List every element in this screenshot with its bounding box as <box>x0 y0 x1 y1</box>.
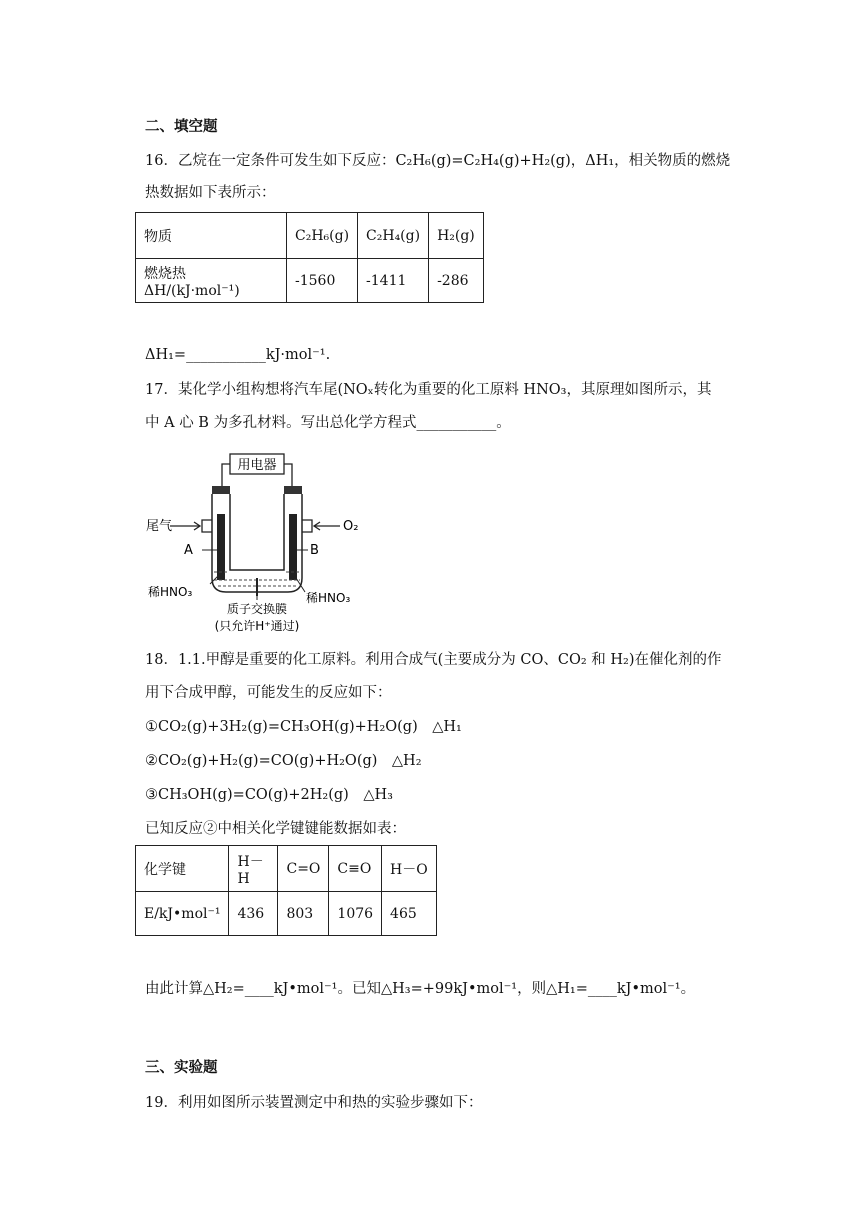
table-cell: H₂(g) <box>429 213 484 259</box>
reaction-1: ①CO₂(g)+3H₂(g)=CH₃OH(g)+H₂O(g) △H₁ <box>145 719 462 735</box>
combustion-heat-table <box>135 212 484 303</box>
q16-answer-line: ΔH₁=___________kJ·mol⁻¹. <box>145 347 331 363</box>
table-cell: C₂H₆(g) <box>287 213 358 259</box>
bond-energy-table <box>135 845 437 936</box>
q16-text-line1: 16．乙烷在一定条件可发生如下反应：C₂H₆(g)=C₂H₄(g)+H₂(g)，ΔH₁，相关物质的燃烧 <box>145 153 731 169</box>
q16-text-line2: 热数据如下表所示： <box>145 185 276 201</box>
table-cell: E/kJ•mol⁻¹ <box>136 892 229 936</box>
table-row <box>136 846 437 892</box>
table-cell: -1411 <box>358 259 429 303</box>
left-cap <box>212 486 230 494</box>
device-label: 用电器 <box>237 458 277 473</box>
table-cell: -286 <box>429 259 484 303</box>
left-inlet-arrow <box>170 522 200 530</box>
table-cell: 燃烧热ΔH/(kJ·mol⁻¹) <box>136 259 287 303</box>
electrode-a <box>217 514 225 580</box>
q17-text-line1: 17．某化学小组构想将汽车尾(NOₓ转化为重要的化工原料 HNO₃，其原理如图所示，其 <box>145 382 712 398</box>
table-cell: C≡O <box>329 846 382 892</box>
reaction-2: ②CO₂(g)+H₂(g)=CO(g)+H₂O(g) △H₂ <box>145 753 422 769</box>
electrode-b <box>289 514 297 580</box>
u-tube <box>212 494 302 592</box>
table-cell: 436 <box>229 892 278 936</box>
table-cell: 803 <box>278 892 329 936</box>
table-row <box>136 892 437 936</box>
table-cell: H－O <box>382 846 437 892</box>
reaction-3: ③CH₃OH(g)=CO(g)+2H₂(g) △H₃ <box>145 787 393 803</box>
electrode-b-label: B <box>310 543 319 558</box>
table-cell: H－H <box>229 846 278 892</box>
q17-text-line2: 中 A 心 B 为多孔材料。写出总化学方程式___________。 <box>145 415 511 431</box>
section-title-experiment: 三、实验题 <box>145 1060 218 1076</box>
table-cell: 化学键 <box>136 846 229 892</box>
table-cell: 1076 <box>329 892 382 936</box>
left-solution-label: 稀HNO₃ <box>148 585 193 599</box>
q18-text-line1: 18．1.1.甲醇是重要的化工原料。利用合成气(主要成分为 CO、CO₂ 和 H₂)在催化剂的作 <box>145 652 722 668</box>
right-inlet-label: O₂ <box>343 519 359 534</box>
q19-text-line1: 19．利用如图所示装置测定中和热的实验步骤如下： <box>145 1095 483 1111</box>
table-cell: 物质 <box>136 213 287 259</box>
membrane-label: 质子交换膜 <box>226 602 288 616</box>
table-cell: 465 <box>382 892 437 936</box>
right-cap <box>284 486 302 494</box>
section-title-fill-blank: 二、填空题 <box>145 119 218 135</box>
table-cell: C=O <box>278 846 329 892</box>
q18-table-intro: 已知反应②中相关化学键键能数据如表： <box>145 821 406 837</box>
electrolysis-cell-diagram <box>140 450 370 640</box>
table-cell: -1560 <box>287 259 358 303</box>
right-inlet-arrow <box>314 522 340 530</box>
left-inlet-tube <box>202 520 212 532</box>
right-inlet-tube <box>302 520 312 532</box>
electrode-a-label: A <box>184 543 193 558</box>
table-row <box>136 259 484 303</box>
left-inlet-label: 尾气 <box>146 519 173 534</box>
membrane-note: (只允许H⁺通过) <box>214 619 300 633</box>
u-tube-inner <box>230 494 284 570</box>
right-solution-label: 稀HNO₃ <box>306 591 351 605</box>
table-cell: C₂H₄(g) <box>358 213 429 259</box>
q18-answer-line: 由此计算△H₂=____kJ•mol⁻¹。已知△H₃=+99kJ•mol⁻¹，则△H₁=____kJ•mol⁻¹。 <box>145 981 696 997</box>
q18-text-line2: 用下合成甲醇，可能发生的反应如下： <box>145 685 392 701</box>
table-row <box>136 213 484 259</box>
